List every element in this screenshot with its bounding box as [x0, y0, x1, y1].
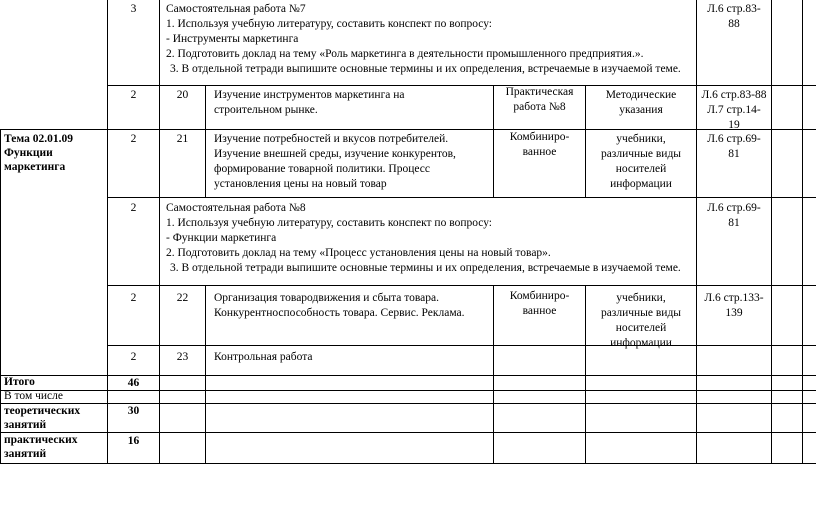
row3-materials [586, 132, 696, 192]
row1-literature [697, 2, 771, 32]
row5-materials [586, 291, 696, 351]
practice-value: 16 [127, 435, 140, 447]
row3-content [214, 132, 493, 192]
topic-title [4, 132, 107, 174]
theory-line: теоретических [4, 405, 81, 417]
row2-lesson-type [494, 85, 585, 115]
material-line: Методические [605, 89, 677, 101]
material-line: учебники, [616, 292, 666, 304]
total-label: Итого [4, 376, 35, 388]
self-work-8-line1: 1. Используя учебную литературу, составить конспект по вопросу: [166, 217, 493, 229]
self-work-7 [166, 2, 696, 77]
practice-line: практических [4, 434, 78, 446]
material-line: информации [610, 178, 672, 190]
material-line: носителей [615, 322, 667, 334]
lit-line: 139 [725, 307, 743, 319]
row2-literature [697, 88, 771, 133]
type-line: работа №8 [513, 101, 566, 113]
type-line: Комбиниро- [509, 290, 570, 302]
content-line: Изучение внешней среды, изучение конкурентов, [214, 148, 456, 160]
lit-line: Л.6 стр.69- [707, 133, 761, 145]
self-work-8-line2: - Функции маркетинга [166, 232, 277, 244]
lit-line: Л.6 стр.83-88 [701, 89, 767, 101]
lit-line: Л.7 стр.14- [707, 104, 761, 116]
row3-lesson-type [494, 130, 585, 160]
including-label: В том числе [4, 390, 63, 402]
self-work-8-line3: 2. Подготовить доклад на тему «Процесс установления цены на новый товар». [166, 247, 551, 259]
theory-value: 30 [127, 405, 140, 417]
lit-line: 88 [728, 18, 740, 30]
row3-hours: 2 [130, 133, 137, 145]
self-work-7-line4: 3. В отдельной тетради выпишите основные термины и их определения, встречаемые в изучаемой теме. [170, 63, 681, 75]
row2-materials [586, 88, 696, 118]
self-work-7-title: Самостоятельная работа №7 [166, 3, 306, 15]
row1-hours: 3 [130, 3, 137, 15]
self-work-8 [166, 201, 696, 276]
content-line: строительном рынке. [214, 104, 318, 116]
lit-line: Л.6 стр.83- [707, 3, 761, 15]
row3-number: 21 [176, 133, 189, 145]
content-line: Изучение инструментов маркетинга на [214, 89, 405, 101]
type-line: ванное [522, 146, 557, 158]
self-work-7-line2: - Инструменты маркетинга [166, 33, 299, 45]
self-work-7-line1: 1. Используя учебную литературу, составить конспект по вопросу: [166, 18, 493, 30]
content-line: установления цены на новый товар [214, 178, 387, 190]
self-work-8-title: Самостоятельная работа №8 [166, 202, 306, 214]
lit-line: Л.6 стр.133- [704, 292, 764, 304]
lit-line: Л.6 стр.69- [707, 202, 761, 214]
lit-line: 19 [728, 119, 740, 131]
practice-line: занятий [4, 448, 47, 460]
row3-literature [697, 132, 771, 162]
topic-line: Функции [4, 147, 53, 159]
row5-lesson-type [494, 289, 585, 319]
row5-content [214, 291, 493, 321]
topic-line: маркетинга [4, 161, 66, 173]
content-line: формирование товарной политики. Процесс [214, 163, 430, 175]
content-line: Организация товародвижения и сбыта товара. [214, 292, 440, 304]
lit-line: 81 [728, 148, 740, 160]
row6-hours: 2 [130, 351, 137, 363]
material-line: информации [610, 337, 672, 349]
material-line: учебники, [616, 133, 666, 145]
practice-label [4, 433, 107, 461]
lit-line: 81 [728, 217, 740, 229]
row4-literature [697, 201, 771, 231]
material-line: указания [619, 104, 663, 116]
row2-hours: 2 [130, 89, 137, 101]
topic-line: Тема 02.01.09 [4, 133, 73, 145]
row6-content: Контрольная работа [214, 351, 313, 363]
row5-number: 22 [176, 292, 189, 304]
row2-content [214, 88, 493, 118]
material-line: различные виды [600, 148, 682, 160]
total-value: 46 [127, 377, 140, 389]
row4-hours: 2 [130, 202, 137, 214]
content-line: Изучение потребностей и вкусов потребителей. [214, 133, 449, 145]
self-work-7-line3: 2. Подготовить доклад на тему «Роль маркетинга в деятельности промышленного предприятия.». [166, 48, 644, 60]
theory-label [4, 404, 107, 432]
content-line: Конкурентноспособность товара. Сервис. Реклама. [214, 307, 465, 319]
theory-line: занятий [4, 419, 47, 431]
type-line: Комбиниро- [509, 131, 570, 143]
material-line: носителей [615, 163, 667, 175]
type-line: ванное [522, 305, 557, 317]
row2-number: 20 [176, 89, 189, 101]
row5-hours: 2 [130, 292, 137, 304]
material-line: различные виды [600, 307, 682, 319]
row6-number: 23 [176, 351, 189, 363]
type-line: Практическая [505, 86, 574, 98]
row5-literature [697, 291, 771, 321]
self-work-8-line4: 3. В отдельной тетради выпишите основные термины и их определения, встречаемые в изучаемой теме. [170, 262, 681, 274]
